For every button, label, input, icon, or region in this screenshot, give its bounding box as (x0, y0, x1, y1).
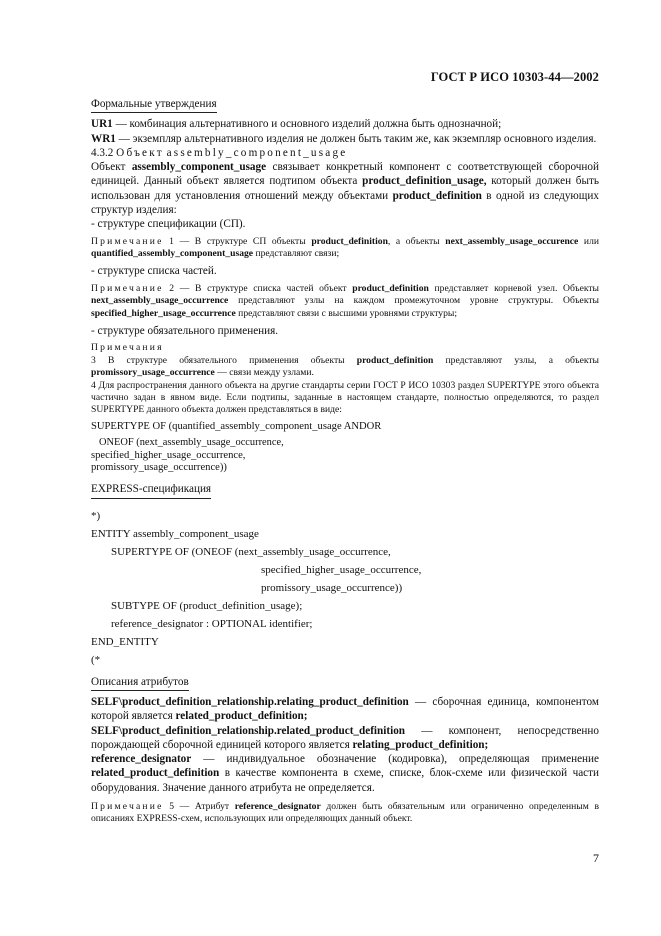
list-item-3: - структуре обязательного применения. (91, 325, 279, 337)
notes-heading: Примечания (91, 342, 164, 354)
supertype-line-1: SUPERTYPE OF (quantified_assembly_component_usage ANDOR (91, 420, 382, 432)
attribute-3: reference_designator — индивидуальное обозначение (кодировка), определяющая применение related_product_definition в качестве компонента в схеме, списке, блок-схеме или физической части оборудования. Значение данного атрибута не определяется. (91, 753, 599, 794)
attribute-1: SELF\product_definition_relationship.relating_product_definition — сборочная единица, компонентом которой является related_product_definition; (91, 695, 599, 723)
express-supertype-1: SUPERTYPE OF (ONEOF (next_assembly_usage_occurrence, (111, 545, 391, 558)
supertype-line-3: specified_higher_usage_occurrence, (91, 449, 246, 461)
attributes-heading: Описания атрибутов (91, 675, 189, 691)
page-body (91, 97, 599, 826)
section-heading: 4.3.2 Объект assembly_component_usage (91, 146, 348, 159)
express-attribute: reference_designator : OPTIONAL identifier; (111, 617, 313, 630)
attribute-2: SELF\product_definition_relationship.related_product_definition — компонент, непосредственно порождающей сборочной единицей которого является relating_product_definition; (91, 724, 599, 751)
wr1-paragraph: WR1 — экземпляр альтернативного изделия не должен быть таким же, как экземпляр основного изделия. (91, 132, 597, 145)
list-item-1: - структуре спецификации (СП). (91, 218, 246, 231)
express-subtype: SUBTYPE OF (product_definition_usage); (111, 599, 303, 612)
express-supertype-3: promissory_usage_occurrence)) (261, 581, 403, 594)
note-2: Примечание 2 — В структуре списка частей объект product_definition представляет корневой узел. Объекты next_assembly_usage_occurrence представляют узлы на каждом промежуточном уровне структуры. Объекты specified_higher_usage_occurrence представляют связи с высшими уровнями структуры; (91, 282, 600, 319)
supertype-line-2: ONEOF (next_assembly_usage_occurrence, (99, 437, 284, 449)
express-entity: ENTITY assembly_component_usage (91, 527, 259, 540)
supertype-line-4: promissory_usage_occurrence)) (91, 461, 227, 473)
express-open: *) (91, 509, 101, 522)
note-4: 4 Для распространения данного объекта на другие стандарты серии ГОСТ Р ИСО 10303 раздел SUPERTYPE этого объекта частично задан в явном виде. Если подтипы, заданные в настоящем стандарте, полностью определяются, то раздел SUPERTYPE данного объекта должен представляться в виде: (91, 379, 599, 416)
formal-statements-heading: Формальные утверждения (91, 97, 217, 113)
express-heading: EXPRESS-спецификация (91, 482, 211, 498)
note-5: Примечание 5 — Атрибут reference_designator должен быть обязательным или ограниченно определенным в описаниях EXPRESS-схем, использующих или определяющих данный объект. (91, 801, 600, 825)
list-item-2: - структуре списка частей. (91, 265, 217, 278)
page-number: 7 (593, 851, 599, 865)
express-end: END_ENTITY (91, 635, 159, 648)
section-intro: Объект assembly_component_usage связывает конкретный компонент с соответствующей сборочной единицей. Данный объект является подтипом объекта product_definition_usage, который должен быть использован для установления отношений между объектами product_definition в одной из следующих структур изделия: (91, 161, 600, 217)
express-supertype-2: specified_higher_usage_occurrence, (261, 563, 422, 576)
document-id: ГОСТ Р ИСО 10303-44—2002 (430, 70, 599, 84)
express-close: (* (91, 653, 101, 666)
note-3: 3 В структуре обязательного применения объекты product_definition представляют узлы, а объекты promissory_usage_occurrence — связи между узлами. (91, 354, 599, 379)
ur1-paragraph: UR1 — комбинация альтернативного и основного изделий должна быть однозначной; (91, 118, 502, 131)
note-1: Примечание 1 — В структуре СП объекты product_definition, а объекты next_assembly_usage_occurence или quantified_assembly_component_usage представляют связи; (91, 235, 599, 260)
